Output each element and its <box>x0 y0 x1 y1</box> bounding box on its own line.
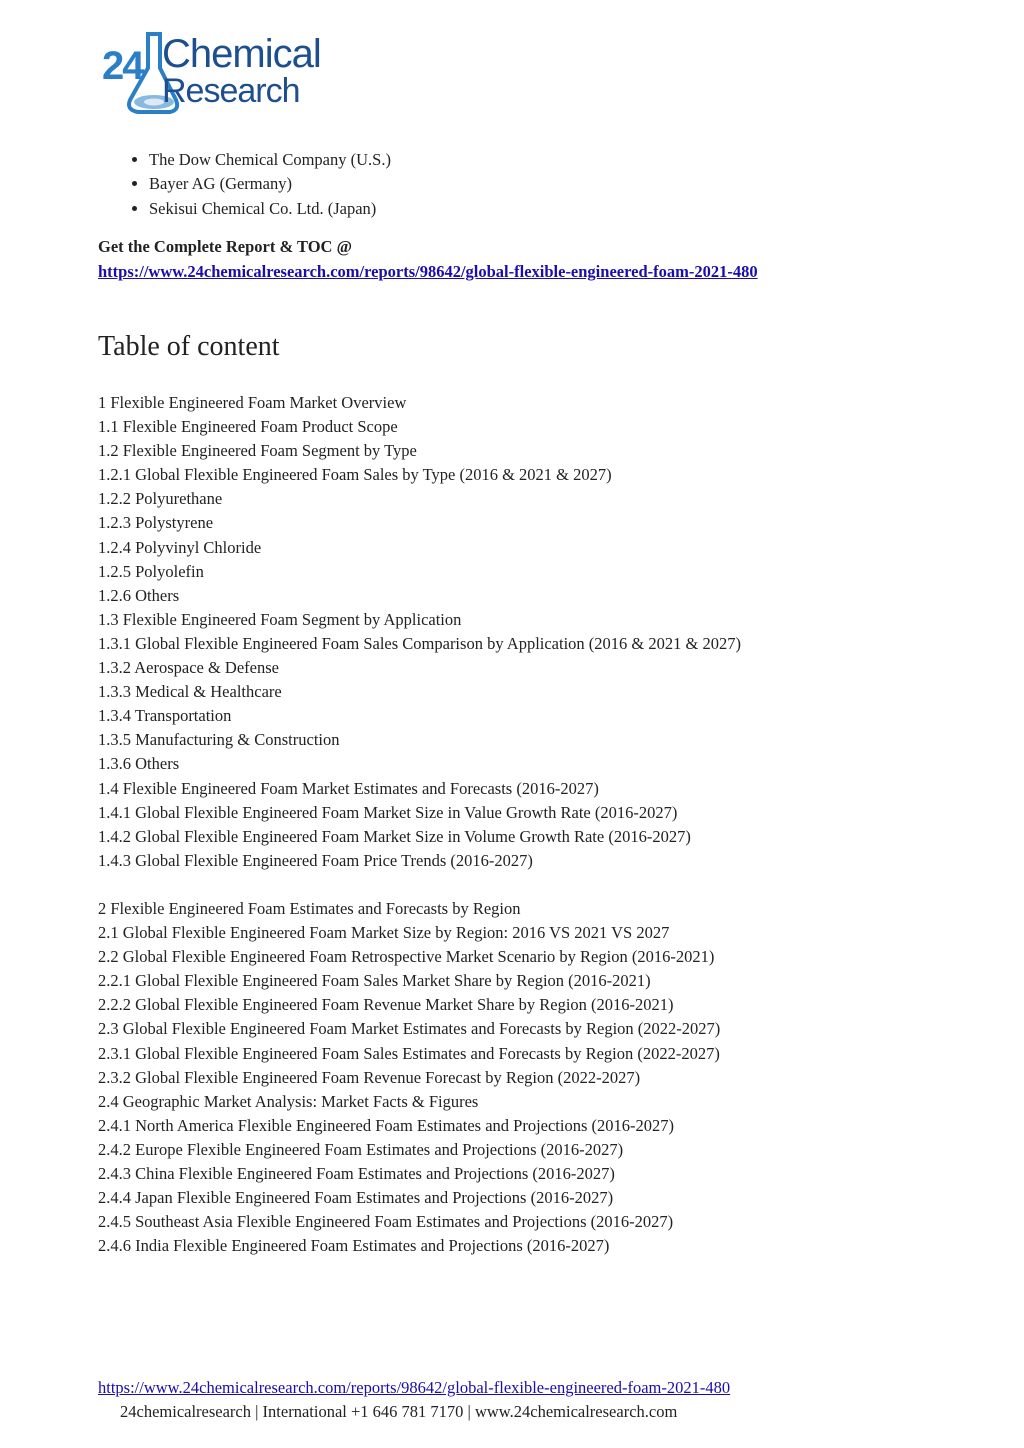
toc-entry: 1.2.1 Global Flexible Engineered Foam Sales by Type (2016 & 2021 & 2027) <box>98 465 612 485</box>
toc-entry: 2.4.4 Japan Flexible Engineered Foam Estimates and Projections (2016-2027) <box>98 1188 614 1208</box>
toc-entry: 1.2.3 Polystyrene <box>98 513 214 533</box>
toc-entry: 1.3.1 Global Flexible Engineered Foam Sales Comparison by Application (2016 & 2021 & 2027) <box>98 633 741 653</box>
report-link[interactable]: https://www.24chemicalresearch.com/reports/98642/global-flexible-engineered-foam-2021-480 <box>98 262 758 281</box>
logo-word-chemical: Chemical <box>162 32 321 76</box>
footer-link[interactable]: https://www.24chemicalresearch.com/reports/98642/global-flexible-engineered-foam-2021-480 <box>98 1378 731 1397</box>
toc-entry: 1.3.4 Transportation <box>98 706 232 726</box>
toc-entry: 2.3.2 Global Flexible Engineered Foam Revenue Forecast by Region (2022-2027) <box>98 1067 641 1087</box>
report-label: Get the Complete Report & TOC @ <box>98 237 352 256</box>
toc-entry: 1.3.6 Others <box>98 754 180 774</box>
section-gap <box>98 873 741 897</box>
toc-entry: 1.2.6 Others <box>98 585 180 605</box>
toc-entry: 1.1 Flexible Engineered Foam Product Scope <box>98 417 398 437</box>
toc-entry: 1.3 Flexible Engineered Foam Segment by Application <box>98 609 462 629</box>
toc-entry: 2.4.5 Southeast Asia Flexible Engineered Foam Estimates and Projections (2016-2027) <box>98 1212 674 1232</box>
table-of-contents <box>98 391 741 1258</box>
toc-entry: 1.4 Flexible Engineered Foam Market Estimates and Forecasts (2016-2027) <box>98 778 599 798</box>
company-list <box>98 148 391 221</box>
toc-entry: 1.2.2 Polyurethane <box>98 489 223 509</box>
logo-word-research: Research <box>162 72 300 110</box>
toc-entry: 2.4 Geographic Market Analysis: Market Facts & Figures <box>98 1091 479 1111</box>
footer-contact: 24chemicalresearch | International +1 646 781 7170 | www.24chemicalresearch.com <box>120 1402 678 1421</box>
toc-entry: 1.4.3 Global Flexible Engineered Foam Price Trends (2016-2027) <box>98 850 533 870</box>
toc-section-1 <box>98 391 741 873</box>
toc-entry: 1.3.2 Aerospace & Defense <box>98 658 279 678</box>
toc-entry: 1.3.5 Manufacturing & Construction <box>98 730 340 750</box>
toc-entry: 2.4.2 Europe Flexible Engineered Foam Estimates and Projections (2016-2027) <box>98 1139 624 1159</box>
toc-entry: 2.2 Global Flexible Engineered Foam Retrospective Market Scenario by Region (2016-2021) <box>98 947 715 967</box>
toc-entry: 1.4.2 Global Flexible Engineered Foam Market Size in Volume Growth Rate (2016-2027) <box>98 826 691 846</box>
toc-entry: 2.2.1 Global Flexible Engineered Foam Sales Market Share by Region (2016-2021) <box>98 971 651 991</box>
toc-entry: 1.4.1 Global Flexible Engineered Foam Market Size in Value Growth Rate (2016-2027) <box>98 802 678 822</box>
toc-entry: 1.3.3 Medical & Healthcare <box>98 682 282 702</box>
list-item: • The Dow Chemical Company (U.S.) <box>149 148 391 172</box>
list-item: • Sekisui Chemical Co. Ltd. (Japan) <box>149 197 391 221</box>
toc-title: Table of content <box>98 331 280 362</box>
toc-entry: 2.4.1 North America Flexible Engineered Foam Estimates and Projections (2016-2027) <box>98 1115 675 1135</box>
toc-entry: 2.1 Global Flexible Engineered Foam Market Size by Region: 2016 VS 2021 VS 2027 <box>98 923 670 943</box>
toc-entry: 1 Flexible Engineered Foam Market Overview <box>98 393 407 412</box>
toc-entry: 1.2.4 Polyvinyl Chloride <box>98 537 262 557</box>
toc-entry: 2.2.2 Global Flexible Engineered Foam Revenue Market Share by Region (2016-2021) <box>98 995 674 1015</box>
company-logo <box>100 28 320 118</box>
toc-entry: 2 Flexible Engineered Foam Estimates and Forecasts by Region <box>98 898 521 918</box>
toc-entry: 2.4.6 India Flexible Engineered Foam Estimates and Projections (2016-2027) <box>98 1236 610 1256</box>
toc-entry: 2.3.1 Global Flexible Engineered Foam Sales Estimates and Forecasts by Region (2022-2027) <box>98 1043 720 1063</box>
logo-number: 24 <box>102 44 143 88</box>
toc-entry: 2.4.3 China Flexible Engineered Foam Estimates and Projections (2016-2027) <box>98 1164 615 1183</box>
toc-section-2 <box>98 897 741 1258</box>
toc-entry: 1.2 Flexible Engineered Foam Segment by Type <box>98 441 417 461</box>
list-item: • Bayer AG (Germany) <box>149 172 391 196</box>
toc-entry: 2.3 Global Flexible Engineered Foam Market Estimates and Forecasts by Region (2022-2027) <box>98 1019 721 1039</box>
toc-entry: 1.2.5 Polyolefin <box>98 561 204 581</box>
